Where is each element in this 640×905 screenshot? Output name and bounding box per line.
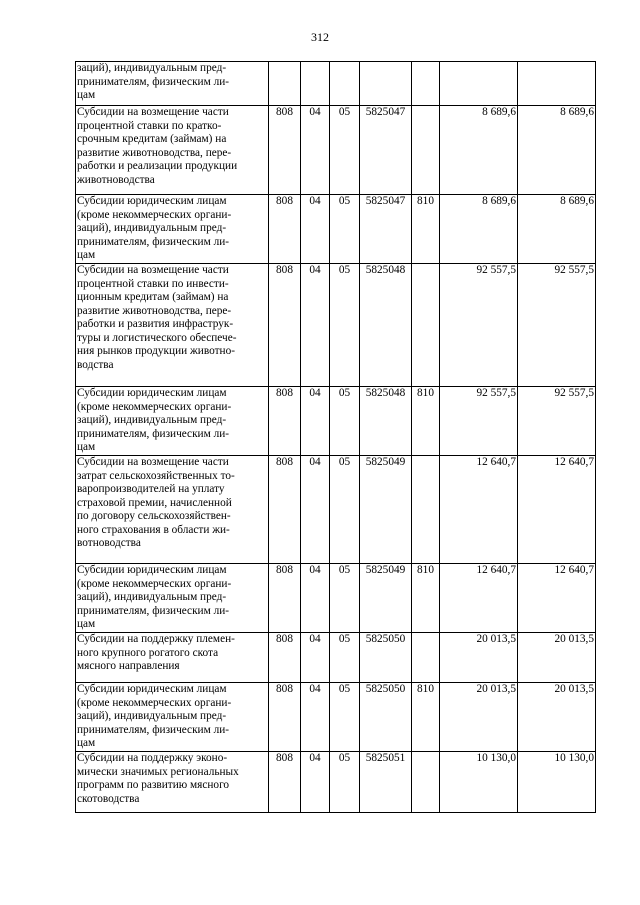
row-description (76, 106, 269, 195)
amount-cell-total (518, 62, 596, 106)
target-article-cell: 5825047 (360, 195, 412, 264)
ministry-code-cell: 808 (269, 683, 301, 752)
amount-cell: 12 640,7 (440, 456, 518, 564)
subsection-code-cell (330, 62, 360, 106)
description-line: срочным кредитам (займам) на (77, 133, 227, 145)
description-line: мически значимых региональных (77, 765, 239, 778)
description-line: ния рынков продукции животно- (77, 345, 235, 357)
amount-cell: 20 013,5 (440, 683, 518, 752)
description-line: цам (77, 441, 96, 453)
table-row (76, 264, 596, 387)
description-line: процентной ставки по инвести- (77, 277, 229, 290)
amount-cell-total: 10 130,0 (518, 752, 596, 813)
table-row (76, 633, 596, 683)
amount-cell-total: 12 640,7 (518, 456, 596, 564)
description-line: цам (77, 737, 96, 749)
description-line: программ по развитию мясного (77, 779, 230, 791)
table-row (76, 62, 596, 106)
expense-type-cell (412, 456, 440, 564)
section-code-cell: 04 (301, 633, 330, 683)
section-code-cell: 04 (301, 264, 330, 387)
description-line: Субсидии на возмещение части (77, 456, 229, 468)
amount-cell: 8 689,6 (440, 195, 518, 264)
amount-cell (440, 62, 518, 106)
description-line: (кроме некоммерческих органи- (77, 208, 232, 221)
row-description (76, 633, 269, 683)
description-line: ного страхования в области жи- (77, 523, 230, 536)
description-line: развитие животноводства, пере- (77, 146, 232, 159)
table-row (76, 456, 596, 564)
description-line: работки и развития инфраструк- (77, 318, 234, 330)
section-code-cell: 04 (301, 456, 330, 564)
row-description (76, 752, 269, 813)
amount-cell: 12 640,7 (440, 564, 518, 633)
row-description (76, 195, 269, 264)
description-line: Субсидии юридическим лицам (77, 564, 227, 576)
expense-type-cell (412, 633, 440, 683)
description-line: туры и логистического обеспече- (77, 331, 237, 344)
row-description (76, 387, 269, 456)
row-description (76, 62, 269, 106)
ministry-code-cell: 808 (269, 106, 301, 195)
description-line: принимателям, физическим ли- (77, 75, 230, 88)
amount-cell-total: 12 640,7 (518, 564, 596, 633)
subsection-code-cell: 05 (330, 633, 360, 683)
amount-cell-total: 92 557,5 (518, 387, 596, 456)
description-line: (кроме некоммерческих органи- (77, 400, 232, 413)
target-article-cell: 5825047 (360, 106, 412, 195)
description-line: принимателям, физическим ли- (77, 235, 230, 248)
description-line: Субсидии юридическим лицам (77, 195, 227, 207)
expense-type-cell: 810 (412, 564, 440, 633)
description-line: работки и реализации продукции (77, 160, 238, 172)
description-line: развитие животноводства, пере- (77, 304, 232, 317)
amount-cell-total: 20 013,5 (518, 633, 596, 683)
description-line: Субсидии на поддержку эконо- (77, 752, 228, 764)
description-line: водства (77, 358, 114, 371)
description-line: варопроизводителей на уплату (77, 483, 225, 495)
description-line: принимателям, физическим ли- (77, 723, 230, 736)
description-line: (кроме некоммерческих органи- (77, 577, 232, 590)
description-line: затрат сельскохозяйственных то- (77, 469, 235, 482)
subsection-code-cell: 05 (330, 564, 360, 633)
description-line: Субсидии на возмещение части (77, 264, 229, 276)
expense-type-cell (412, 106, 440, 195)
ministry-code-cell: 808 (269, 456, 301, 564)
subsection-code-cell: 05 (330, 387, 360, 456)
amount-cell-total: 8 689,6 (518, 106, 596, 195)
expense-type-cell: 810 (412, 195, 440, 264)
ministry-code-cell: 808 (269, 752, 301, 813)
description-line: Субсидии юридическим лицам (77, 387, 227, 399)
description-line: процентной ставки по кратко- (77, 119, 222, 132)
description-line: ционным кредитам (займам) на (77, 291, 229, 303)
row-description (76, 683, 269, 752)
expense-type-cell: 810 (412, 683, 440, 752)
section-code-cell: 04 (301, 106, 330, 195)
ministry-code-cell: 808 (269, 264, 301, 387)
subsection-code-cell: 05 (330, 456, 360, 564)
target-article-cell: 5825051 (360, 752, 412, 813)
target-article-cell: 5825049 (360, 456, 412, 564)
amount-cell: 20 013,5 (440, 633, 518, 683)
table-row (76, 752, 596, 813)
section-code-cell: 04 (301, 683, 330, 752)
amount-cell: 10 130,0 (440, 752, 518, 813)
description-line: Субсидии на возмещение части (77, 106, 229, 118)
target-article-cell: 5825048 (360, 387, 412, 456)
description-line: ного крупного рогатого скота (77, 646, 219, 659)
description-line: Субсидии юридическим лицам (77, 683, 227, 695)
target-article-cell: 5825050 (360, 633, 412, 683)
description-line: заций), индивидуальным пред- (77, 222, 227, 234)
expense-type-cell (412, 62, 440, 106)
subsection-code-cell: 05 (330, 106, 360, 195)
description-line: принимателям, физическим ли- (77, 427, 230, 440)
table-row (76, 106, 596, 195)
table-row (76, 195, 596, 264)
ministry-code-cell (269, 62, 301, 106)
subsection-code-cell: 05 (330, 264, 360, 387)
ministry-code-cell: 808 (269, 633, 301, 683)
description-line: скотоводства (77, 792, 140, 805)
target-article-cell: 5825048 (360, 264, 412, 387)
subsection-code-cell: 05 (330, 752, 360, 813)
subsection-code-cell: 05 (330, 195, 360, 264)
expense-type-cell: 810 (412, 387, 440, 456)
amount-cell: 92 557,5 (440, 387, 518, 456)
description-line: цам (77, 618, 96, 630)
target-article-cell: 5825050 (360, 683, 412, 752)
expense-type-cell (412, 264, 440, 387)
expense-type-cell (412, 752, 440, 813)
subsection-code-cell: 05 (330, 683, 360, 752)
row-description (76, 456, 269, 564)
ministry-code-cell: 808 (269, 564, 301, 633)
page-number: 312 (311, 30, 329, 44)
description-line: (кроме некоммерческих органи- (77, 696, 232, 709)
description-line: заций), индивидуальным пред- (77, 710, 227, 722)
target-article-cell (360, 62, 412, 106)
section-code-cell: 04 (301, 195, 330, 264)
amount-cell: 92 557,5 (440, 264, 518, 387)
target-article-cell: 5825049 (360, 564, 412, 633)
table-row (76, 387, 596, 456)
description-line: заций), индивидуальным пред- (77, 414, 227, 426)
amount-cell-total: 92 557,5 (518, 264, 596, 387)
description-line: вотноводства (77, 537, 141, 549)
row-description (76, 564, 269, 633)
description-line: цам (77, 89, 96, 101)
amount-cell-total: 20 013,5 (518, 683, 596, 752)
section-code-cell (301, 62, 330, 106)
description-line: заций), индивидуальным пред- (77, 62, 227, 74)
description-line: принимателям, физическим ли- (77, 604, 230, 617)
description-line: мясного направления (77, 660, 180, 672)
section-code-cell: 04 (301, 564, 330, 633)
table-row (76, 683, 596, 752)
budget-table (75, 61, 596, 813)
description-line: страховой премии, начисленной (77, 496, 232, 509)
amount-cell: 8 689,6 (440, 106, 518, 195)
table-row (76, 564, 596, 633)
amount-cell-total: 8 689,6 (518, 195, 596, 264)
ministry-code-cell: 808 (269, 387, 301, 456)
ministry-code-cell: 808 (269, 195, 301, 264)
row-description (76, 264, 269, 387)
section-code-cell: 04 (301, 752, 330, 813)
description-line: заций), индивидуальным пред- (77, 591, 227, 603)
description-line: Субсидии на поддержку племен- (77, 633, 235, 645)
description-line: цам (77, 249, 96, 261)
section-code-cell: 04 (301, 387, 330, 456)
description-line: по договору сельскохозяйствен- (77, 510, 231, 522)
description-line: животноводства (77, 173, 155, 186)
